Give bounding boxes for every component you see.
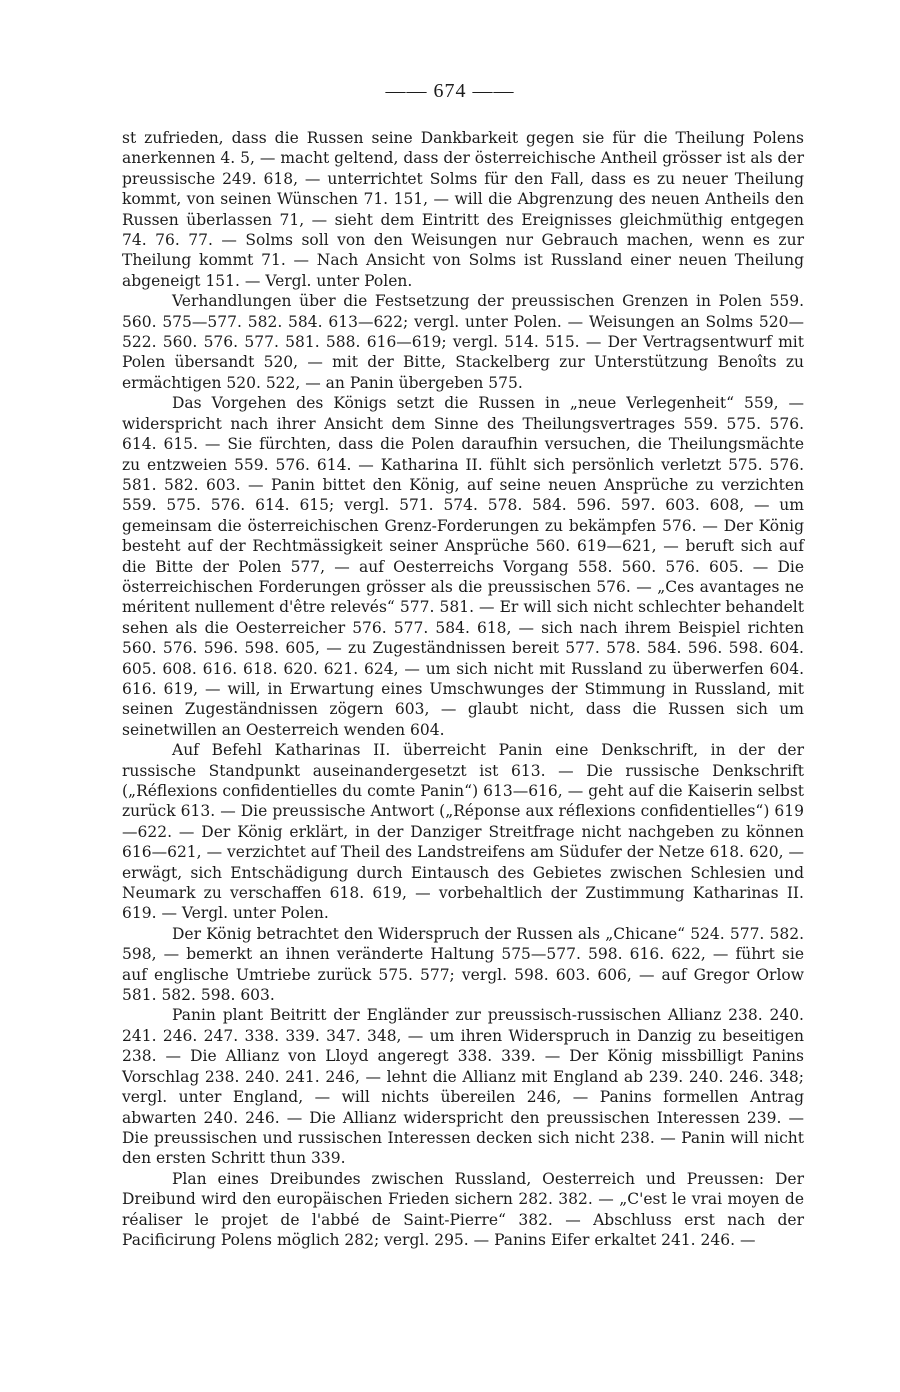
paragraph: Der König betrachtet den Widerspruch der Russen als „Chicane“ 524. 577. 582. 598, — bemerkt an ihnen veränderte Haltung 575—577. 598. 616. 622, — führt sie auf englische Umtriebe zurück 575. 577; vergl. 598. 603. 606, — auf Gregor Orlow 581. 582. 598. 603.: [122, 924, 804, 1005]
paragraph: Plan eines Dreibundes zwischen Russland, Oesterreich und Preussen: Der Dreibund wird den europäischen Frieden sichern 282. 382. — „C'est le vrai moyen de réaliser le projet de l'abbé de Saint-Pierre“ 382. — Abschluss erst nach der Pacificirung Polens möglich 282; vergl. 295. — Panins Eifer erkaltet 241. 246. —: [122, 1169, 804, 1249]
paragraph: Auf Befehl Katharinas II. überreicht Panin eine Denkschrift, in der der russische Standpunkt auseinandergesetzt ist 613. — Die russische Denkschrift („Réflexions confidentielles du comte Panin“) 613—616, — geht auf die Kaiserin selbst zurück 613. — Die preussische Antwort („Réponse aux réflexions confidentielles“) 619—622. — Der König erklärt, in der Danziger Streitfrage nicht nachgeben zu können 616—621, — verzichtet auf Theil des Landstreifens am Südufer der Netze 618. 620, — erwägt, sich Entschädigung durch Eintausch des Gebietes zwischen Schlesien und Neumark zu verschaffen 618. 619, — vorbehaltlich der Zustimmung Katharinas II. 619. — Vergl. unter Polen.: [122, 741, 804, 923]
paragraph: Panin plant Beitritt der Engländer zur preussisch-russischen Allianz 238. 240. 241. 246. 247. 338. 339. 347. 348, — um ihren Widerspruch in Danzig zu beseitigen 238. — Die Allianz von Lloyd angeregt 338. 339. — Der König missbilligt Panins Vorschlag 238. 240. 241. 246, — lehnt die Allianz mit England ab 239. 240. 246. 348; vergl. unter England, — will nichts übereilen 246, — Panins formellen Antrag abwarten 240. 246. — Die Allianz widerspricht den preussischen Interessen 239. — Die preussischen und russischen Interessen decken sich nicht 238. — Panin will nicht den ersten Schritt thun 339.: [122, 1006, 804, 1168]
text-body: [122, 128, 804, 1250]
paragraph: st zufrieden, dass die Russen seine Dankbarkeit gegen sie für die Theilung Polens anerkennen 4. 5, — macht geltend, dass der österreichische Antheil grösser ist als der preussische 249. 618, — unterrichtet Solms für den Fall, dass es zu neuer Theilung kommt, von seinen Wünschen 71. 151, — will die Abgrenzung des neuen Antheils den Russen überlassen 71, — sieht dem Eintritt des Ereignisses gleichmüthig entgegen 74. 76. 77. — Solms soll von den Weisungen nur Gebrauch machen, wenn es zur Theilung kommt 71. — Nach Ansicht von Solms ist Russland einer neuen Theilung abgeneigt 151. — Vergl. unter Polen.: [122, 129, 804, 290]
paragraph: Verhandlungen über die Festsetzung der preussischen Grenzen in Polen 559. 560. 575—577. 582. 584. 613—622; vergl. unter Polen. — Weisungen an Solms 520—522. 560. 576. 577. 581. 588. 616—619; vergl. 514. 515. — Der Vertragsentwurf mit Polen übersandt 520, — mit der Bitte, Stackelberg zur Unterstützung Benoîts zu ermächtigen 520. 522, — an Panin übergeben 575.: [122, 292, 804, 392]
paragraph: Das Vorgehen des Königs setzt die Russen in „neue Verlegenheit“ 559, — widerspricht nach ihrer Ansicht dem Sinne des Theilungsvertrages 559. 575. 576. 614. 615. — Sie fürchten, dass die Polen daraufhin versuchen, die Theilungsmächte zu entzweien 559. 576. 614. — Katharina II. fühlt sich persönlich verletzt 575. 576. 581. 582. 603. — Panin bittet den König, auf seine neuen Ansprüche zu verzichten 559. 575. 576. 614. 615; vergl. 571. 574. 578. 584. 596. 597. 603. 608, — um gemeinsam die österreichischen Grenz-Forderungen zu bekämpfen 576. — Der König besteht auf der Rechtmässigkeit seiner Ansprüche 560. 619—621, — beruft sich auf die Bitte der Polen 577, — auf Oesterreichs Vorgang 558. 560. 576. 605. — Die österreichischen Forderungen grösser als die preussischen 576. — „Ces avantages ne méritent nullement d'être relevés“ 577. 581. — Er will sich nicht schlechter behandelt sehen als die Oesterreicher 576. 577. 584. 618, — sich nach ihrem Beispiel richten 560. 576. 596. 598. 605, — zu Zugeständnissen bereit 577. 578. 584. 596. 598. 604. 605. 608. 616. 618. 620. 621. 624, — um sich nicht mit Russland zu überwerfen 604. 616. 619, — will, in Erwartung eines Umschwunges der Stimmung in Russland, mit seinen Zugeständnissen zögern 603, — glaubt nicht, dass die Russen sich um seinetwillen an Oesterreich wenden 604.: [122, 394, 804, 739]
page-number: —— 674 ——: [385, 80, 515, 102]
